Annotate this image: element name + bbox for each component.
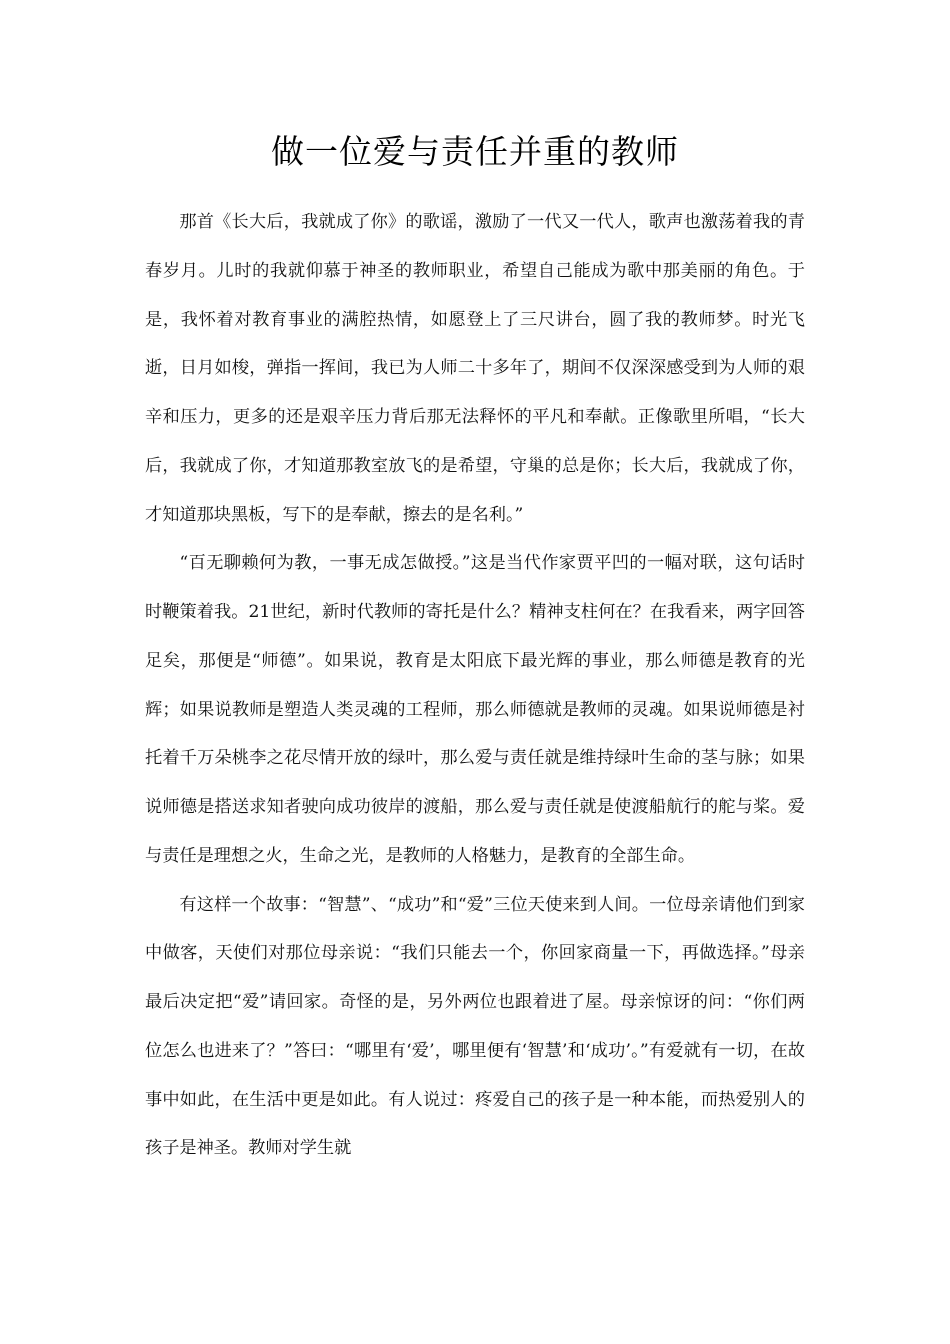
body-paragraph-2: “百无聊赖何为教，一事无成怎做授。”这是当代作家贾平凹的一幅对联，这句话时时鞭策着我。21世纪，新时代教师的寄托是什么？精神支柱何在？在我看来，两字回答足矣，那便是“师德”。如果说，教育是太阳底下最光辉的事业，那么师德是教育的光辉；如果说教师是塑造人类灵魂的工程师，那么师德就是教师的灵魂。如果说师德是衬托着千万朵桃李之花尽情开放的绿叶，那么爱与责任就是维持绿叶生命的茎与脉；如果说师德是搭送求知者驶向成功彼岸的渡船，那么爱与责任就是使渡船航行的舵与桨。爱与责任是理想之火，生命之光，是教师的人格魅力，是教育的全部生命。 (145, 553, 805, 866)
document-title: 做一位爱与责任并重的教师 (271, 132, 679, 171)
body-paragraph-3: 有这样一个故事：“智慧”、“成功”和“爱”三位天使来到人间。一位母亲请他们到家中做客，天使们对那位母亲说：“我们只能去一个，你回家商量一下，再做选择。”母亲最后决定把“爱”请回家。奇怪的是，另外两位也跟着进了屋。母亲惊讶的问：“你们两位怎么也进来了？”答曰：“哪里有‘爱’，哪里便有‘智慧’和‘成功’。”有爱就有一切，在故事中如此，在生活中更是如此。有人说过：疼爱自己的孩子是一种本能，而热爱别人的孩子是神圣。教师对学生就 (145, 894, 805, 1159)
body-paragraph-1: 那首《长大后，我就成了你》的歌谣，激励了一代又一代人，歌声也激荡着我的青春岁月。儿时的我就仰慕于神圣的教师职业，希望自己能成为歌中那美丽的角色。于是，我怀着对教育事业的满腔热情，如愿登上了三尺讲台，圆了我的教师梦。时光飞逝，日月如梭，弹指一挥间，我已为人师二十多年了，期间不仅深深感受到为人师的艰辛和压力，更多的还是艰辛压力背后那无法释怀的平凡和奉献。正像歌里所唱，“长大后，我就成了你，才知道那教室放飞的是希望，守巢的总是你；长大后，我就成了你，才知道那块黑板，写下的是奉献，擦去的是名利。” (145, 212, 805, 525)
document-body (145, 198, 805, 1173)
